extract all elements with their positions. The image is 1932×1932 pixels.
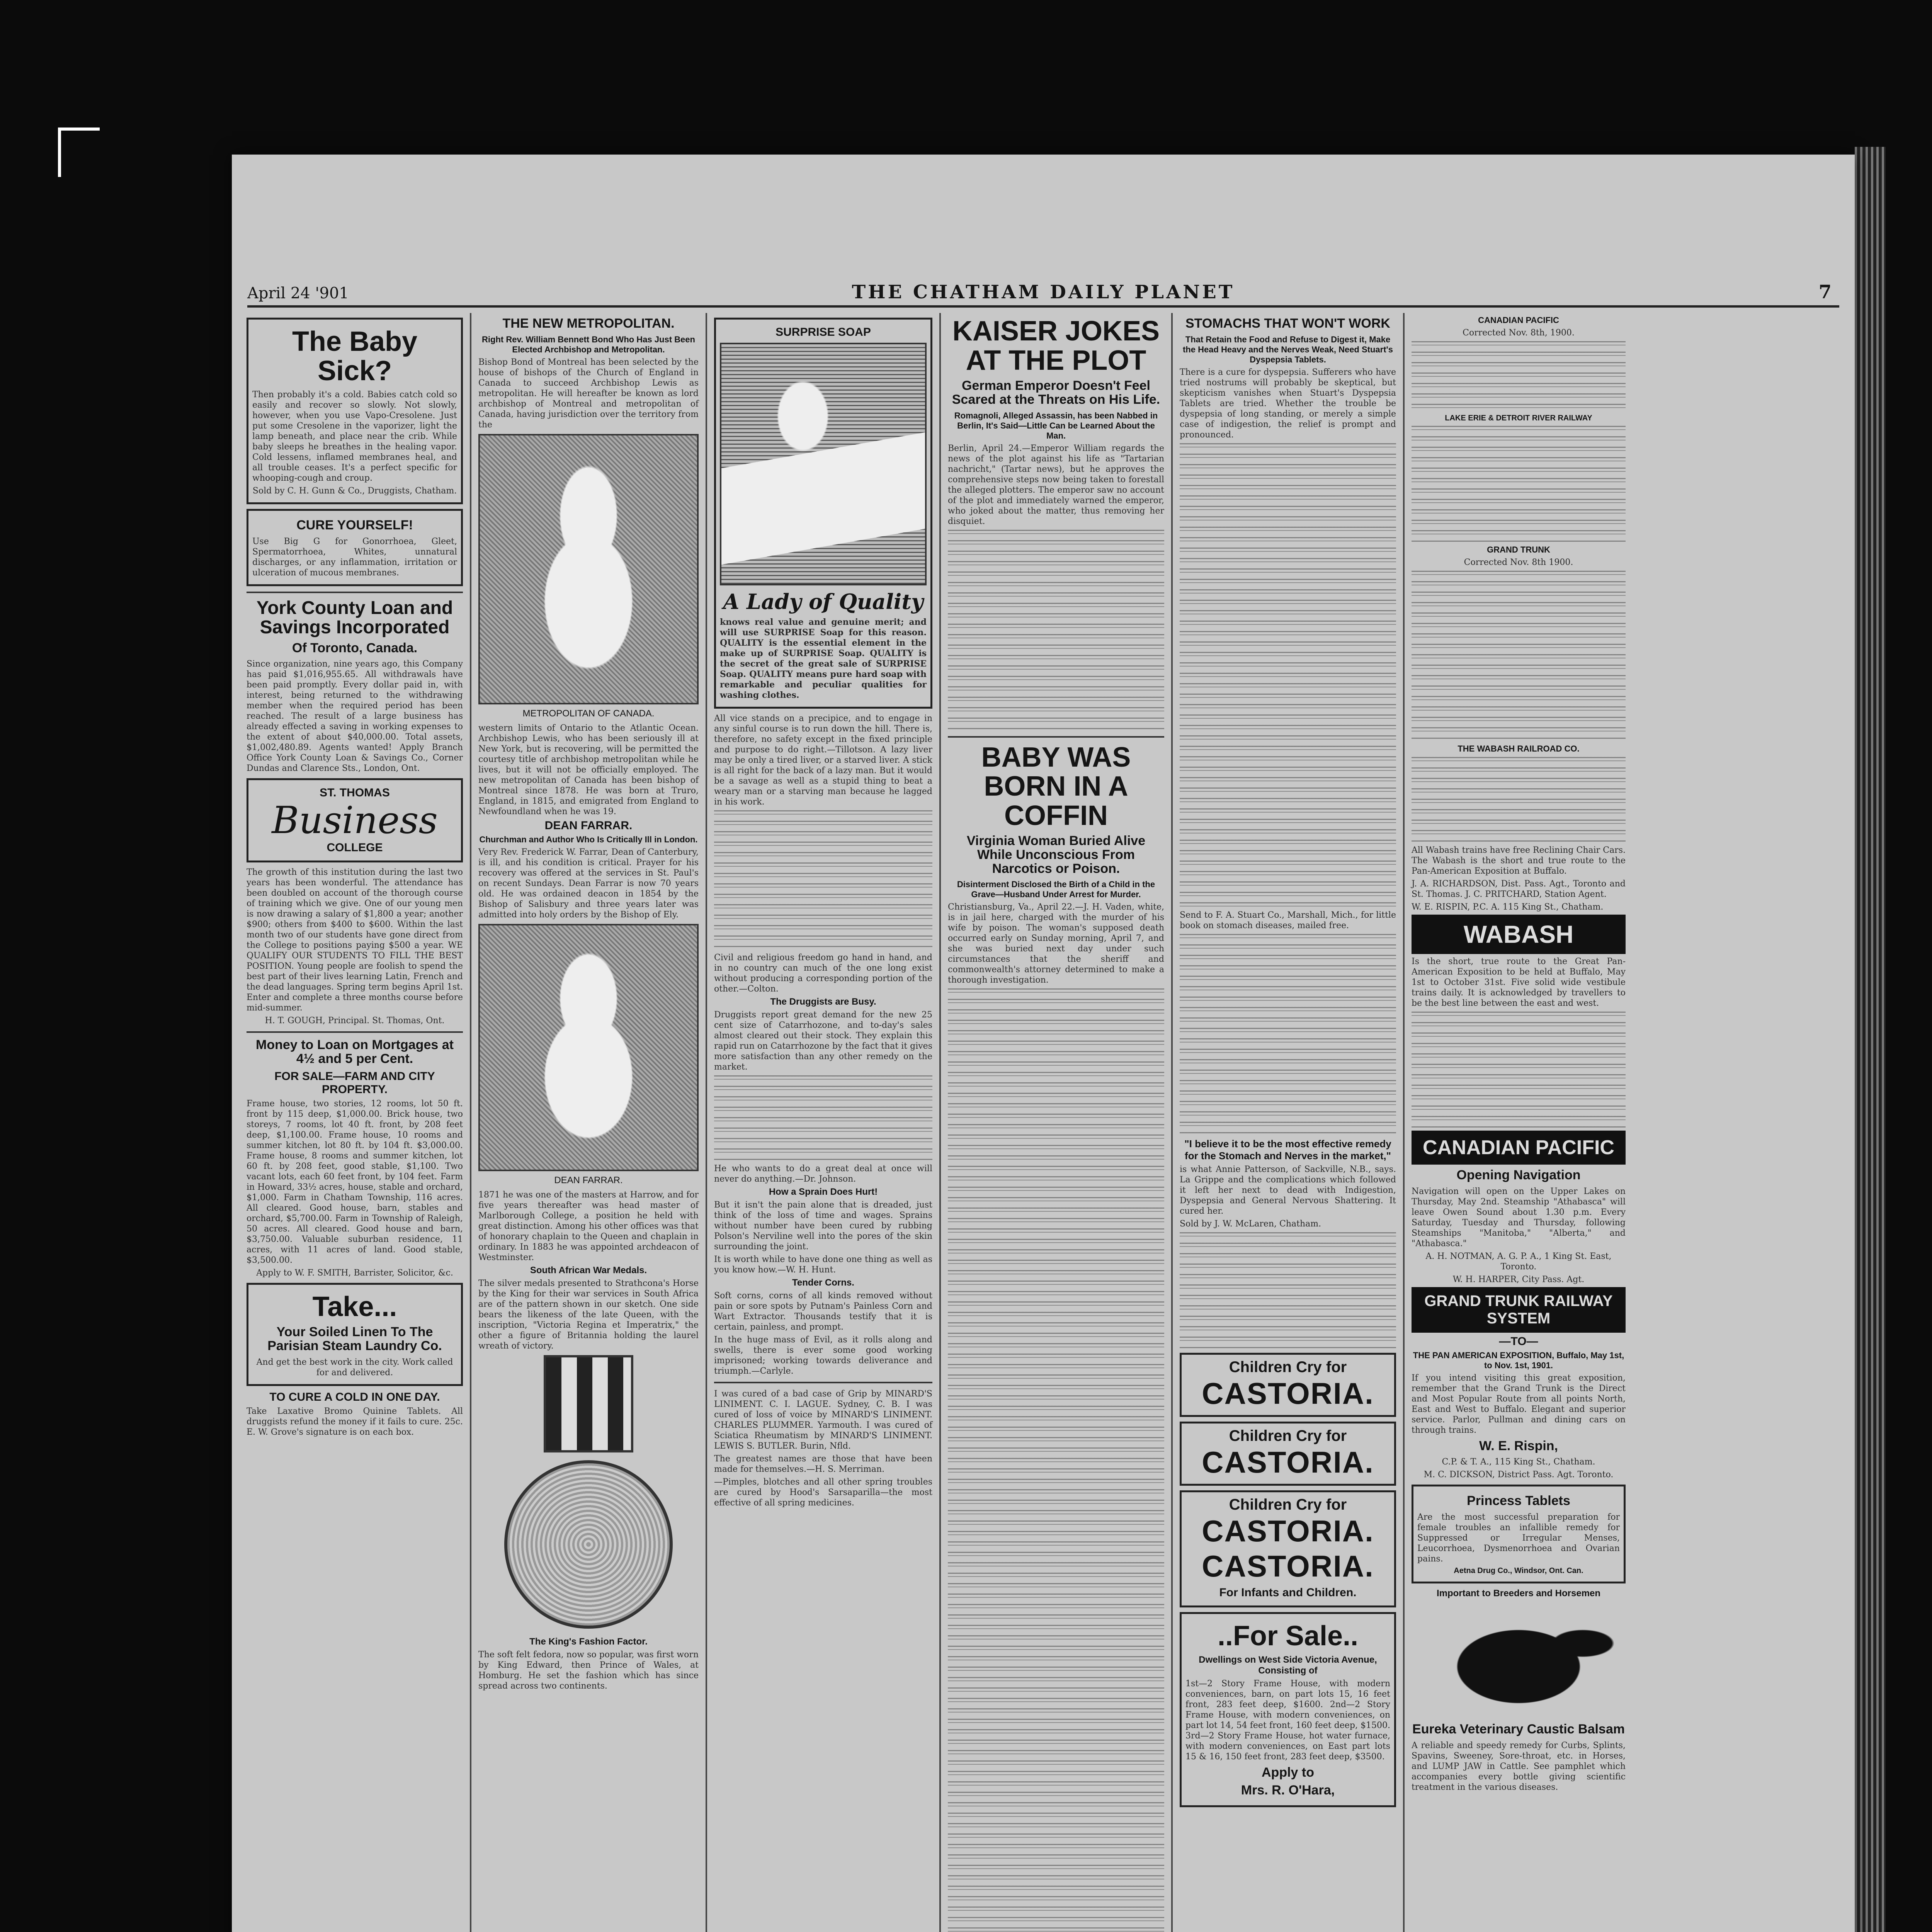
issue-date: April 24 '901 (247, 284, 349, 302)
divider (247, 1031, 463, 1033)
farrar-body: Very Rev. Frederick W. Farrar, Dean of Canterbury, is ill, and his condition is critical. Prayer for his recovery was offered at the services in St. Paul's on recent Sundays. Dean Farrar is now 70 years old. He was ordained deacon in 1854 by the Bishop of Salisbury and three years later was admitted into holy orders by the Bishop of Ely. (478, 847, 699, 920)
minards-testimonials: I was cured of a bad case of Grip by MINARD'S LINIMENT. C. I. LAGUE. Sydney, C. B. I was cured of loss of voice by MINARD'S LINIMENT. CHARLES PLUMMER. Yarmouth. I was cured of Sciatica Rheumatism by MINARD'S LINIMENT. LEWIS S. BUTLER. Burin, Nfld. (714, 1389, 932, 1451)
take-headline: Take... (312, 1291, 397, 1322)
princess-tablets-title: Princess Tablets (1467, 1493, 1570, 1509)
corns-headline: Tender Corns. (792, 1277, 854, 1288)
for-sale-headline: ..For Sale.. (1217, 1620, 1359, 1651)
stomachs-headline: STOMACHS THAT WON'T WORK (1185, 316, 1390, 331)
wabash-timetable (1412, 757, 1626, 842)
wabash-note: All Wabash trains have free Reclining Chair Cars. The Wabash is the short and true route to the Pan-American Exposition at Buffalo. (1412, 845, 1626, 876)
baby-coffin-subhead-2: Disinterment Disclosed the Birth of a Child in the Grave—Husband Under Arrest for Murder. (957, 879, 1155, 900)
st-thomas-college-ad (247, 778, 463, 862)
princess-tablets-ad (1412, 1485, 1626, 1583)
war-medals-headline: South African War Medals. (530, 1265, 647, 1276)
column-6 (1405, 313, 1633, 1932)
crop-mark-top-left (58, 128, 100, 177)
wabash-ad-text (1412, 1012, 1626, 1128)
breeders-headline: Important to Breeders and Horsemen (1436, 1588, 1601, 1599)
gt-timetable (1412, 571, 1626, 741)
lady-of-quality-body: knows real value and genuine merit; and will use SURPRISE Soap for this reason. QUALITY is the essential element in the make up of SURPRISE Soap. QUALITY is the secret of the great sale of SURPRISE Soap. QUALITY means pure hard soap with remarkable and peculiar qualities for washing clothes. (720, 617, 927, 700)
money-to-loan-headline: Money to Loan on Mortgages at 4½ and 5 per Cent. (256, 1037, 454, 1066)
to-label: —TO— (1499, 1335, 1538, 1348)
smith-contact: Apply to W. F. SMITH, Barrister, Solicitor, &c. (256, 1268, 453, 1278)
wabash-body: Is the short, true route to the Great Pan-American Exposition to be held at Buffalo, May 1st to October 31st. Five solid wide vestibule trains daily. It is acknowledged by travellers to be the best line between the east and west. (1412, 957, 1626, 1008)
surprise-soap-label: SURPRISE SOAP (776, 326, 871, 338)
york-county-headline: York County Loan and Savings Incorporated (256, 597, 453, 638)
column-5 (1173, 313, 1405, 1932)
cp-timetable (1412, 341, 1626, 411)
column-3 (707, 313, 941, 1932)
sprain-body: But it isn't the pain alone that is dreaded, just think of the loss of time and wages. Sprains without number have been cured by rubbing Polson's Nerviline well into the pores of the skin surrounding the joint. (714, 1200, 932, 1252)
page-number: 7 (1818, 281, 1832, 303)
for-sale-ad (1180, 1612, 1396, 1807)
cure-cold-headline: TO CURE A COLD IN ONE DAY. (269, 1390, 440, 1403)
rispin-address: C.P. & T. A., 115 King St., Chatham. (1442, 1457, 1595, 1467)
druggists-headline: The Druggists are Busy. (770, 997, 876, 1007)
castoria-label: CASTORIA. (1202, 1514, 1374, 1548)
gough-signature: H. T. GOUGH, Principal. St. Thomas, Ont. (265, 1016, 445, 1026)
war-medal-illustration (504, 1460, 673, 1629)
stomachs-article-text (1180, 443, 1396, 907)
kaiser-subhead-2: Romagnoli, Alleged Assassin, has been Nabbed in Berlin, It's Said—Little Can be Learned About the Man. (954, 410, 1158, 440)
castoria-label: CASTORIA. (1202, 1445, 1374, 1479)
dickson-contact: M. C. DICKSON, District Pass. Agt. Toronto. (1423, 1470, 1614, 1480)
social-notes-text (1180, 934, 1396, 1135)
big-g-title: CURE YOURSELF! (296, 518, 413, 533)
baby-coffin-body: Christiansburg, Va., April 22.—J. H. Vaden, white, is in jail here, charged with the murder of his wife by poison. The woman's supposed death occurred early on Sunday morning, April 7, and she was buried next day under such circumstances that the sheriff and commonwealth's attorney determined to make a thorough investigation. (948, 902, 1164, 985)
baby-coffin-headline: BABY WAS BORN IN A COFFIN (981, 742, 1131, 831)
lady-of-quality-title: A Lady of Quality (723, 589, 923, 614)
column-2 (471, 313, 707, 1932)
for-sale-body: Frame house, two stories, 12 rooms, lot 50 ft. front by 115 deep, $1,000.00. Brick house, two storeys, 7 rooms, lot 40 ft. front, by 208 feet deep, $1,100.00. Frame house, 10 rooms and summer kitchen, lot 80 ft. by 104 ft. $3,000.00. Frame house, 8 rooms and summer kitchen, lot 60 ft. by 208 feet, good stable, $1,100. Two vacant lots, each 60 feet front, by 104 feet. Farm in Howard, 33½ acres, house, stable and orchard, $1,000. Farm in Chatham Township, 116 acres. All cleared. Good house, barn, stables and orchard, $5,700.00. Farm in Township of Raleigh, 50 acres. All cleared. Good house and barn, $3,750.00. Valuable suburban residence, 11 acres, with 11 acres of land. Good stable, $3,500.00. (247, 1099, 463, 1265)
kaiser-body: Berlin, April 24.—Emperor William regards the news of the plot against his life as "Tartarian nachricht," (Tartar news), but he approves the comprehensive steps now being taken to forestall the alleged plotters. The emperor saw no account of the plot and immediately warned the emperor, who joked about the matter, thus removing her disquiet. (948, 443, 1164, 526)
kaiser-subhead: German Emperor Doesn't Feel Scared at the Threats on His Life. (952, 378, 1160, 407)
children-cry-label: Children Cry for (1229, 1358, 1347, 1376)
surprise-soap-ad (714, 318, 932, 709)
castoria-ad-2 (1180, 1422, 1396, 1486)
rispin-name: W. E. Rispin, (1479, 1438, 1558, 1453)
king-fashion-headline: The King's Fashion Factor. (529, 1636, 648, 1647)
grand-trunk-logo: GRAND TRUNK RAILWAY SYSTEM (1412, 1287, 1626, 1333)
hunt-quote: It is worth while to have done one thing as well as you know how.—W. H. Hunt. (714, 1255, 932, 1275)
princess-tablets-body: Are the most successful preparation for female troubles an infallible remedy for Suppressed or Irregular Menses, Leucorrhoea, Dysmenorrhoea and Ovarian pains. (1417, 1512, 1620, 1564)
stacked-page-edges (1855, 147, 1886, 1932)
freedom-quote: Civil and religious freedom go hand in hand, and in no country can much of the one long exist without producing a corresponding portion of the other.—Colton. (714, 953, 932, 994)
carlyle-quote: In the huge mass of Evil, as it rolls along and swells, there is ever some good working imprisoned; working towards deliverance and triumph.—Carlyle. (714, 1335, 932, 1376)
baby-coffin-article-text (948, 988, 1164, 1932)
merriman-quote: The greatest names are those that have been made for themselves.—H. S. Merriman. (714, 1454, 932, 1474)
vapo-cresolene-ad (247, 318, 463, 504)
for-sale-subhead: Dwellings on West Side Victoria Avenue, Consisting of (1199, 1655, 1377, 1676)
laundry-line: And get the best work in the city. Work called for and delivered. (256, 1357, 453, 1378)
college-label: COLLEGE (327, 841, 383, 854)
war-medals-body: The silver medals presented to Strathcona's Horse by the King for their war services in South Africa are of the pattern shown in our sketch. One side bears the likeness of the late Queen, with the inscription, "Victoria Regina et Imperatrix," the other a figure of Britannia holding the laurel wreath of victory. (478, 1278, 699, 1351)
lake-erie-timetable (1412, 426, 1626, 542)
corns-body: Soft corns, corns of all kinds removed without pain or sore spots by Putnam's Painless Corn and Wart Extractor. Thousands testify that it is certain, painless, and prompt. (714, 1291, 932, 1332)
st-thomas-body: The growth of this institution during the last two years has been wonderful. The attendance has been doubled on account of the thorough course of training which we give. One of our young men is now drawing a salary of $1,800 a year; another $900; others from $400 to $600. Within the last month two of our students have gone direct from the College to positions paying $500 a year. WE QUALIFY OUR STUDENTS TO FILL THE BEST POSITION. Young people are foolish to spend the best part of their lives learning Latin, French and the dead languages. Spring term begins April 1st. Enter and complete a three months course before mid-summer. (247, 867, 463, 1013)
for-sale-listings: 1st—2 Story Frame House, with modern conveniences, barn, on part lots 15, 16 feet front, 283 feet deep, $1600. 2nd—2 Story Frame House, with modern conveniences, on part lot 14, 54 feet front, 160 feet deep, $1500. 3rd—2 Story Frame House, hot water furnace, with modern conveniences, on East part lots 15 & 16, 150 feet front, 283 feet deep, $3500. (1185, 1679, 1390, 1762)
metropolitan-caption: METROPOLITAN OF CANADA. (522, 708, 655, 719)
wabash-agent: J. A. RICHARDSON, Dist. Pass. Agt., Toronto and St. Thomas. J. C. PRITCHARD, Station Agent. (1412, 879, 1626, 899)
divider (948, 736, 1164, 738)
laundry-subhead: Your Soiled Linen To The Parisian Steam Laundry Co. (267, 1325, 442, 1353)
metropolitan-headline: THE NEW METROPOLITAN. (502, 316, 675, 331)
newspaper-page (232, 155, 1855, 1932)
lady-illustration (720, 343, 927, 585)
kaiser-article-text (948, 530, 1164, 731)
for-sale-headline: FOR SALE—FARM AND CITY PROPERTY. (274, 1070, 435, 1096)
pan-american-body: If you intend visiting this great exposition, remember that the Grand Trunk is the Direct and Most Popular Route from all points North, East and West to Buffalo. Elegant and superior service. Parlor, Pullman and dining cars on through trains. (1412, 1373, 1626, 1435)
farrar-headline: DEAN FARRAR. (544, 819, 633, 832)
column-1 (240, 313, 471, 1932)
nerves-quote-body: is what Annie Patterson, of Sackville, N.B., says. La Grippe and the complications which followed it left her next to dead with Indigestion, Dyspepsia and General Nervous Shattering. It cured her. (1180, 1164, 1396, 1216)
baby-sick-headline: The Baby Sick? (292, 326, 418, 386)
st-thomas-label: ST. THOMAS (320, 786, 390, 799)
druggists-body: Druggists report great demand for the new 25 cent size of Catarrhozone, and to-day's sales almost cleared out their stock. They explain this rapid run on Catarrhozone by the fact that it gives more satisfaction than any other remedy on the market. (714, 1010, 932, 1072)
ohara-contact: Mrs. R. O'Hara, (1241, 1782, 1335, 1798)
opening-navigation-headline: Opening Navigation (1456, 1168, 1581, 1182)
sermon-text (1180, 1232, 1396, 1348)
apply-label: Apply to (1262, 1765, 1314, 1780)
horse-illustration (1412, 1603, 1626, 1719)
eureka-body: A reliable and speedy remedy for Curbs, Splints, Spavins, Sweeney, Sore-throat, etc. in Horses, and LUMP JAW in Cattle. See pamphlet which accompanies every bottle giving scientific treatment in the various diseases. (1412, 1740, 1626, 1792)
stuart-offer: Send to F. A. Stuart Co., Marshall, Mich., for little book on stomach diseases, mailed free. (1180, 910, 1396, 930)
baby-sick-body: Then probably it's a cold. Babies catch cold so easily and recover so slowly. Not slowly, however, when you use Vapo-Cresolene. Just put some Cresolene in the vaporizer, light the lamp beneath, and place near the crib. While baby sleeps he breathes in the healing vapor. Cold lessens, inflamed membranes heal, and all trouble ceases. It's a perfect specific for whooping-cough and croup. (252, 390, 457, 483)
big-g-ad (247, 509, 463, 586)
metropolitan-body-1: Bishop Bond of Montreal has been selected by the house of bishops of the Church of England in Canada to succeed Archbishop Lewis as metropolitan. He will hereafter be known as lord archbishop of Montreal and metropolitan of Canada, having jurisdiction over the territory from the (478, 357, 699, 430)
catarrhozone-text (714, 1075, 932, 1160)
gt-timetable-head: GRAND TRUNK (1487, 545, 1550, 554)
mclaren-seller: Sold by J. W. McLaren, Chatham. (1180, 1219, 1321, 1229)
business-script-logo: Business (272, 799, 438, 842)
harper-contact: W. H. HARPER, City Pass. Agt. (1452, 1274, 1585, 1284)
johnson-quote: He who wants to do a great deal at once will never do anything.—Dr. Johnson. (714, 1164, 932, 1184)
castoria-label: CASTORIA. (1202, 1549, 1374, 1583)
farrar-portrait (478, 924, 699, 1171)
column-4 (941, 313, 1173, 1932)
divider (247, 592, 463, 593)
navigation-body: Navigation will open on the Upper Lakes on Thursday, May 2nd. Steamship "Athabasca" will leave Owen Sound about 1.30 p.m. Every Saturday, Tuesday and Thursday, following Steamships "Manitoba," "Alberta," and "Athabasca." (1412, 1186, 1626, 1248)
liver-article-text (714, 810, 932, 949)
children-cry-label: Children Cry for (1229, 1496, 1347, 1513)
laundry-ad (247, 1283, 463, 1386)
big-g-body: Use Big G for Gonorrhoea, Gleet, Spermatorrhoea, Whites, unnatural discharges, or any inflammation, irritation or ulceration of mucous membranes. (252, 536, 457, 578)
sprain-headline: How a Sprain Does Hurt! (769, 1187, 878, 1197)
farrar-body-2: 1871 he was one of the masters at Harrow, and for five years thereafter was head master of Marlborough College, a position he held with great distinction. Among his other offices was that of honorary chaplain to the Queen and chaplain in ordinary. In 1883 he was appointed archdeacon of Westminster. (478, 1190, 699, 1262)
medal-ribbon-illustration (544, 1355, 633, 1452)
nerves-quote: "I believe it to be the most effective remedy for the Stomach and Nerves in the market," (1184, 1138, 1391, 1162)
metropolitan-subhead: Right Rev. William Bennett Bond Who Has Just Been Elected Archbishop and Metropolitan. (482, 334, 695, 354)
masthead-line (247, 282, 1839, 308)
hoods-ad: —Pimples, blotches and all other spring troubles are cured by Hood's Sarsaparilla—the most effective of all spring medicines. (714, 1477, 932, 1508)
lake-erie-head: LAKE ERIE & DETROIT RIVER RAILWAY (1445, 414, 1592, 422)
stomachs-subhead: That Retain the Food and Refuse to Digest it, Make the Head Heavy and the Nerves Weak, Need Stuart's Dyspepsia Tablets. (1182, 334, 1393, 364)
divider (714, 1382, 932, 1383)
rispin-contact: W. E. RISPIN, P.C. A. 115 King St., Chatham. (1412, 902, 1604, 912)
metropolitan-body-2: western limits of Ontario to the Atlantic Ocean. Archbishop Lewis, who has been seriously ill at New York, but is recovering, will be permitted the courtesy title of archbishop metropolitan while he lives, but it will not be officially employed. The new metropolitan of Canada has been bishop of Montreal since 1878. He was born at Truro, England, in 1815, and emigrated from England to Newfoundland when he was 19. (478, 723, 699, 816)
york-county-body: Since organization, nine years ago, this Company has paid $1,016,955.65. All withdrawals have been paid promptly. Every dollar paid in, with interest, being returned to the withdrawing member when the required period has been reached. The result of a large business has already effected a saving in working expenses to the extent of about $40,000.00. Total assets, $1,002,480.89. Agents wanted! Apply Branch Office York County Loan & Savings Co., Corner Dundas and Clarence Sts., London, Ont. (247, 659, 463, 774)
castoria-subtitle: For Infants and Children. (1219, 1586, 1357, 1599)
aetna-drug: Aetna Drug Co., Windsor, Ont. Can. (1454, 1566, 1583, 1575)
york-county-subhead: Of Toronto, Canada. (292, 640, 418, 655)
cure-cold-body: Take Laxative Bromo Quinine Tablets. All druggists refund the money if it fails to cure. 25c. E. W. Grove's signature is on each box. (247, 1406, 463, 1437)
farrar-subhead: Churchman and Author Who Is Critically Ill in London. (479, 834, 698, 844)
farrar-caption: DEAN FARRAR. (554, 1175, 623, 1185)
wabash-timetable-head: THE WABASH RAILROAD CO. (1458, 744, 1580, 753)
cp-timetable-head: CANADIAN PACIFIC (1478, 315, 1559, 325)
king-fashion-body: The soft felt fedora, now so popular, was first worn by King Edward, then Prince of Wales, at Homburg. He set the fashion which has since spread across two continents. (478, 1650, 699, 1691)
notman-contact: A. H. NOTMAN, A. G. P. A., 1 King St. East, Toronto. (1425, 1251, 1612, 1272)
kaiser-headline: KAISER JOKES AT THE PLOT (952, 316, 1160, 376)
castoria-ad-1 (1180, 1353, 1396, 1417)
stomachs-body: There is a cure for dyspepsia. Sufferers who have tried nostrums will probably be skeptical, but skepticism vanishes when Stuart's Dyspepsia Tablets are tried. Whether the trouble be dyspepsia of long standing, or merely a simple case of indigestion, the relief is prompt and pronounced. (1180, 367, 1396, 440)
vice-body: All vice stands on a precipice, and to engage in any sinful course is to run down the hill. There is, therefore, no safety except in the fixed principle and purpose to do right.—Tillotson. A lazy liver may be only a tired liver, or a starved liver. A stick is all right for the back of a lazy man. But it would be a savage as well as a stupid thing to beat a weary man or a starving man because he lagged in his work. (714, 714, 932, 807)
metropolitan-portrait (478, 434, 699, 704)
castoria-ad-3 (1180, 1490, 1396, 1607)
pan-american-head: THE PAN AMERICAN EXPOSITION, Buffalo, May 1st, to Nov. 1st, 1901. (1413, 1350, 1624, 1370)
eureka-headline: Eureka Veterinary Caustic Balsam (1412, 1722, 1625, 1737)
baby-coffin-subhead: Virginia Woman Buried Alive While Unconscious From Narcotics or Poison. (966, 833, 1146, 876)
wabash-logo: WABASH (1412, 915, 1626, 954)
cp-corrected: Corrected Nov. 8th, 1900. (1463, 328, 1575, 338)
baby-sick-seller: Sold by C. H. Gunn & Co., Druggists, Chatham. (252, 486, 457, 496)
newspaper-title: THE CHATHAM DAILY PLANET (852, 281, 1235, 303)
children-cry-label: Children Cry for (1229, 1427, 1347, 1444)
castoria-label: CASTORIA. (1202, 1376, 1374, 1410)
canadian-pacific-logo: CANADIAN PACIFIC (1412, 1131, 1626, 1165)
gt-corrected: Corrected Nov. 8th 1900. (1464, 558, 1573, 567)
